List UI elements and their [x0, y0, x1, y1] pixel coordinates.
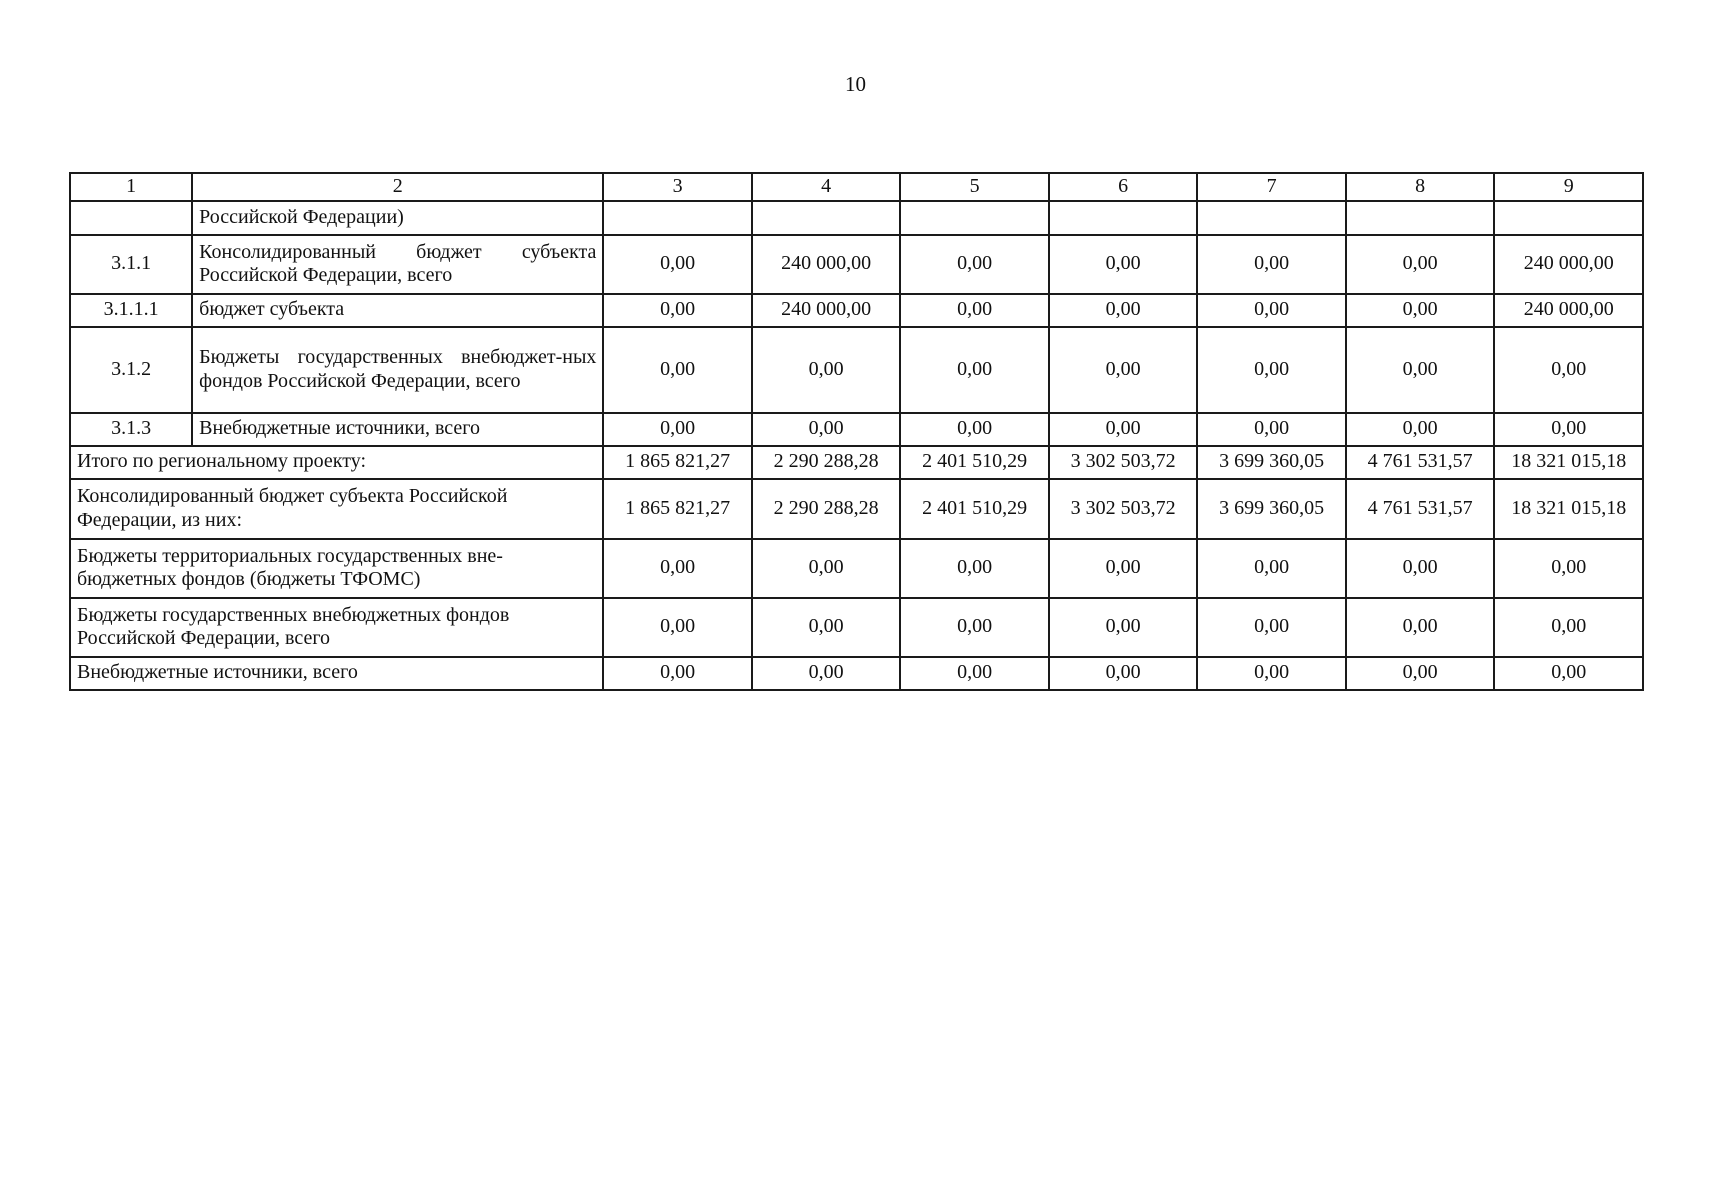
value-cell: 2 290 288,28 [752, 479, 901, 539]
column-number: 5 [900, 173, 1049, 201]
table-row [70, 294, 1643, 327]
value-cell: 0,00 [1197, 327, 1346, 413]
total-row [70, 539, 1643, 598]
row-label: Консолидированный бюджет субъекта Российской Федерации, всего [192, 235, 603, 294]
value-cell: 0,00 [900, 657, 1049, 690]
value-cell: 3 302 503,72 [1049, 446, 1198, 479]
row-code: 3.1.2 [70, 327, 192, 413]
value-cell: 0,00 [1494, 413, 1643, 446]
value-cell: 0,00 [603, 235, 752, 294]
value-cell: 0,00 [1346, 235, 1495, 294]
column-number: 4 [752, 173, 901, 201]
value-cell: 0,00 [603, 413, 752, 446]
value-cell: 0,00 [1197, 657, 1346, 690]
total-label: Бюджеты территориальных государственных вне-бюджетных фондов (бюджеты ТФОМС) [70, 539, 603, 598]
column-number-row [70, 173, 1643, 201]
value-cell: 0,00 [1049, 657, 1198, 690]
value-cell: 0,00 [752, 657, 901, 690]
value-cell: 0,00 [1197, 294, 1346, 327]
value-cell: 0,00 [752, 413, 901, 446]
value-cell [1197, 201, 1346, 235]
value-cell: 0,00 [1494, 539, 1643, 598]
value-cell: 0,00 [900, 539, 1049, 598]
value-cell: 0,00 [603, 598, 752, 657]
value-cell: 0,00 [1197, 539, 1346, 598]
column-number: 7 [1197, 173, 1346, 201]
value-cell: 18 321 015,18 [1494, 446, 1643, 479]
value-cell: 0,00 [1049, 294, 1198, 327]
value-cell: 0,00 [1346, 327, 1495, 413]
value-cell: 0,00 [603, 539, 752, 598]
value-cell: 0,00 [1346, 539, 1495, 598]
total-label: Итого по региональному проекту: [70, 446, 603, 479]
row-code: 3.1.1 [70, 235, 192, 294]
value-cell: 2 401 510,29 [900, 479, 1049, 539]
value-cell [603, 201, 752, 235]
value-cell: 0,00 [603, 657, 752, 690]
row-label: Российской Федерации) [192, 201, 603, 235]
total-label: Бюджеты государственных внебюджетных фондов Российской Федерации, всего [70, 598, 603, 657]
value-cell: 0,00 [1197, 598, 1346, 657]
value-cell: 240 000,00 [1494, 235, 1643, 294]
value-cell: 0,00 [1049, 327, 1198, 413]
row-code: 3.1.1.1 [70, 294, 192, 327]
value-cell: 4 761 531,57 [1346, 479, 1495, 539]
value-cell: 0,00 [1197, 413, 1346, 446]
value-cell: 0,00 [1494, 598, 1643, 657]
value-cell [900, 201, 1049, 235]
value-cell: 0,00 [1346, 294, 1495, 327]
budget-table [69, 172, 1644, 691]
value-cell: 0,00 [900, 327, 1049, 413]
value-cell: 1 865 821,27 [603, 446, 752, 479]
column-number: 3 [603, 173, 752, 201]
page-number: 10 [845, 72, 866, 96]
column-number: 2 [192, 173, 603, 201]
value-cell: 0,00 [752, 598, 901, 657]
value-cell [752, 201, 901, 235]
value-cell: 0,00 [1197, 235, 1346, 294]
row-code: 3.1.3 [70, 413, 192, 446]
total-label: Консолидированный бюджет субъекта Российской Федерации, из них: [70, 479, 603, 539]
table-row [70, 201, 1643, 235]
value-cell: 4 761 531,57 [1346, 446, 1495, 479]
value-cell [1049, 201, 1198, 235]
table-row [70, 413, 1643, 446]
value-cell: 0,00 [1494, 657, 1643, 690]
column-number: 8 [1346, 173, 1495, 201]
value-cell: 0,00 [603, 294, 752, 327]
value-cell [1346, 201, 1495, 235]
value-cell [1494, 201, 1643, 235]
value-cell: 0,00 [900, 413, 1049, 446]
row-label: Внебюджетные источники, всего [192, 413, 603, 446]
total-row [70, 446, 1643, 479]
value-cell: 240 000,00 [752, 294, 901, 327]
value-cell: 0,00 [1346, 657, 1495, 690]
value-cell: 0,00 [752, 539, 901, 598]
value-cell: 0,00 [1346, 413, 1495, 446]
total-label: Внебюджетные источники, всего [70, 657, 603, 690]
value-cell: 240 000,00 [1494, 294, 1643, 327]
value-cell: 0,00 [1049, 598, 1198, 657]
value-cell: 3 302 503,72 [1049, 479, 1198, 539]
table-row [70, 235, 1643, 294]
row-label: бюджет субъекта [192, 294, 603, 327]
value-cell: 0,00 [1494, 327, 1643, 413]
value-cell: 0,00 [1049, 413, 1198, 446]
column-number: 9 [1494, 173, 1643, 201]
value-cell: 0,00 [900, 598, 1049, 657]
total-row [70, 479, 1643, 539]
value-cell: 240 000,00 [752, 235, 901, 294]
total-row [70, 657, 1643, 690]
value-cell: 2 401 510,29 [900, 446, 1049, 479]
total-row [70, 598, 1643, 657]
value-cell: 3 699 360,05 [1197, 479, 1346, 539]
value-cell: 0,00 [1049, 235, 1198, 294]
table-row [70, 327, 1643, 413]
value-cell: 2 290 288,28 [752, 446, 901, 479]
row-label: Бюджеты государственных внебюджет-ных фондов Российской Федерации, всего [192, 327, 603, 413]
row-code [70, 201, 192, 235]
value-cell: 0,00 [603, 327, 752, 413]
value-cell: 0,00 [752, 327, 901, 413]
value-cell: 3 699 360,05 [1197, 446, 1346, 479]
value-cell: 1 865 821,27 [603, 479, 752, 539]
column-number: 6 [1049, 173, 1198, 201]
value-cell: 0,00 [1346, 598, 1495, 657]
column-number: 1 [70, 173, 192, 201]
value-cell: 0,00 [900, 294, 1049, 327]
value-cell: 18 321 015,18 [1494, 479, 1643, 539]
value-cell: 0,00 [900, 235, 1049, 294]
value-cell: 0,00 [1049, 539, 1198, 598]
